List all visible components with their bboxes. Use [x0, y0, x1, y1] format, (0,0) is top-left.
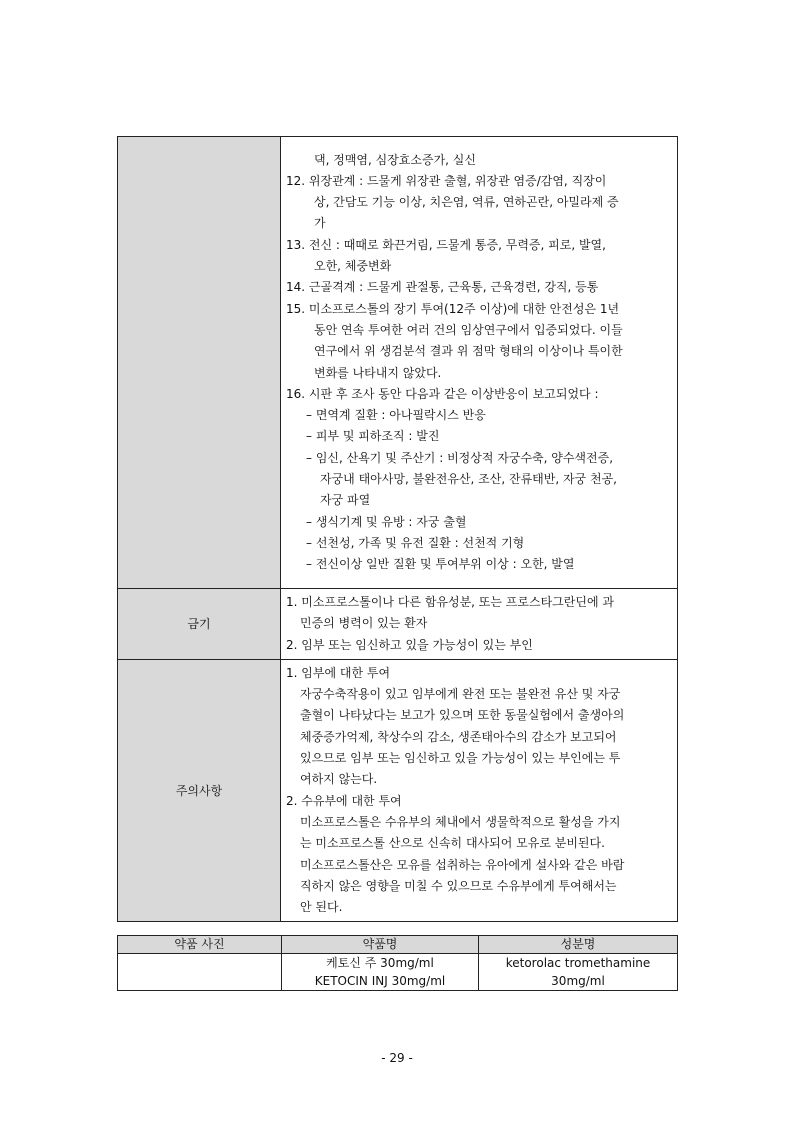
- contraindications-content: [281, 589, 678, 660]
- precautions-label: 주의사항: [118, 659, 281, 922]
- text-line: 변화를 나타내지 않았다.: [314, 365, 442, 380]
- text-line: 12. 위장관계 : 드물게 위장관 출혈, 위장관 염증/감염, 직장이: [286, 173, 607, 188]
- text-line: 체중증가억제, 착상수의 감소, 생존태아수의 감소가 보고되어: [300, 729, 617, 744]
- text-line: 1. 임부에 대한 투여: [286, 665, 391, 680]
- drug-name-cell: [282, 954, 479, 991]
- text-line: – 피부 및 피하조직 : 발진: [306, 429, 440, 444]
- text-line: 16. 시판 후 조사 동안 다음과 같은 이상반응이 보고되었다 :: [286, 386, 599, 401]
- text-line: 미소프로스톨산은 모유를 섭취하는 유아에게 설사와 같은 바람: [300, 857, 625, 872]
- side-effects-lines: [286, 150, 671, 576]
- text-line: 2. 임부 또는 임신하고 있을 가능성이 있는 부인: [286, 637, 533, 652]
- precautions-row: [118, 659, 678, 922]
- text-line: – 임신, 산욕기 및 주산기 : 비정상적 자궁수축, 양수색전증,: [306, 450, 614, 465]
- text-line: 가: [314, 216, 326, 231]
- precautions-content: [281, 659, 678, 922]
- drug-name-korean: 케토신 주 30mg/ml: [326, 956, 434, 970]
- text-line: 자궁수축작용이 있고 임부에게 완전 또는 불완전 유산 및 자궁: [300, 687, 621, 702]
- ingredient-cell: [479, 954, 678, 991]
- side-effects-row: [118, 137, 678, 589]
- text-line: 13. 전신 : 때때로 화끈거림, 드물게 통증, 무력증, 피로, 발열,: [286, 237, 606, 252]
- text-line: 있으므로 임부 또는 임신하고 있을 가능성이 있는 부인에는 투: [300, 751, 621, 766]
- text-line: 14. 근골격계 : 드물게 관절통, 근육통, 근육경련, 강직, 등통: [286, 280, 599, 295]
- text-line: 직하지 않은 영향을 미칠 수 있으므로 수유부에게 투여해서는: [300, 878, 617, 893]
- drug-photo-header: 약품 사진: [118, 936, 282, 954]
- text-line: 출혈이 나타났다는 보고가 있으며 또한 동물실험에서 출생아의: [300, 708, 625, 723]
- ingredient-name: ketorolac tromethamine: [505, 956, 651, 970]
- text-line: 동안 연속 투여한 여러 건의 임상연구에서 입증되었다. 이들: [314, 322, 623, 337]
- contraindications-row: [118, 589, 678, 660]
- text-line: 1. 미소프로스톨이나 다른 함유성분, 또는 프로스타그란딘에 과: [286, 595, 614, 609]
- text-line: – 선천성, 가족 및 유전 질환 : 선천적 기형: [306, 535, 525, 550]
- text-line: 민증의 병력이 있는 환자: [300, 616, 428, 631]
- text-line: – 생식기계 및 유방 : 자궁 출혈: [306, 514, 467, 529]
- text-line: 여하지 않는다.: [300, 772, 378, 787]
- page-number: - 29 -: [381, 1051, 413, 1065]
- drug-photo-cell: [118, 954, 282, 991]
- text-line: 미소프로스톨은 수유부의 체내에서 생물학적으로 활성을 가지: [300, 814, 621, 829]
- drug-table-header-row: [118, 936, 678, 954]
- drug-info-table: [117, 136, 678, 922]
- text-line: 15. 미소프로스톨의 장기 투여(12주 이상)에 대한 안전성은 1년: [286, 301, 620, 316]
- drug-name-english: KETOCIN INJ 30mg/ml: [314, 974, 446, 988]
- contraindications-lines: [286, 592, 671, 656]
- ingredient-header: 성분명: [479, 936, 678, 954]
- contraindications-label: 금기: [118, 589, 281, 660]
- drug-name-header: 약품명: [282, 936, 479, 954]
- text-line: 안 된다.: [300, 900, 343, 915]
- side-effects-header: [118, 137, 281, 589]
- text-line: 는 미소프로스톨 산으로 신속히 대사되어 모유로 분비된다.: [300, 836, 605, 851]
- text-line: 자궁 파열: [320, 493, 371, 508]
- text-line: – 면역계 질환 : 아나필락시스 반응: [306, 408, 486, 423]
- side-effects-content: [281, 137, 678, 589]
- drug-table-row: [118, 954, 678, 991]
- text-line: – 전신이상 일반 질환 및 투여부위 이상 : 오한, 발열: [306, 557, 575, 572]
- ingredient-strength: 30mg/ml: [551, 974, 605, 988]
- drug-product-table: [117, 935, 678, 991]
- precautions-lines: [286, 663, 671, 919]
- text-line: 오한, 체중변화: [314, 259, 392, 274]
- text-line: 댁, 정맥염, 심장효소증가, 실신: [314, 152, 476, 167]
- text-line: 연구에서 위 생검분석 결과 위 점막 형태의 이상이나 특이한: [314, 344, 623, 359]
- text-line: 2. 수유부에 대한 투여: [286, 793, 402, 808]
- text-line: 자궁내 태아사망, 불완전유산, 조산, 잔류태반, 자궁 천공,: [320, 471, 617, 486]
- text-line: 상, 간담도 기능 이상, 치은염, 역류, 연하곤란, 아밀라제 증: [314, 195, 619, 210]
